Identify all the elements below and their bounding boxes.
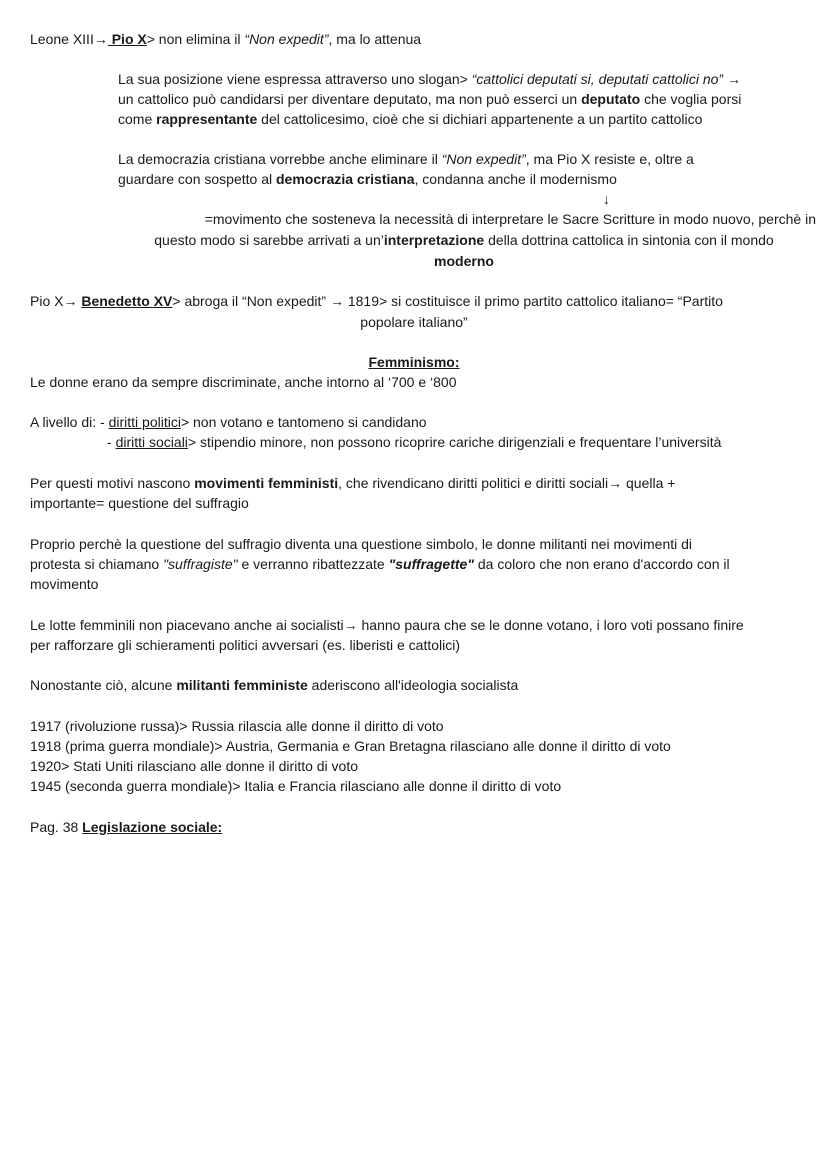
timeline-item: 1918 (prima guerra mondiale)> Austria, Germania e Gran Bretagna rilasciano alle donne il diritto di voto	[30, 738, 671, 754]
underlined-term: diritti sociali	[115, 434, 188, 450]
underlined-term: diritti politici	[108, 414, 181, 430]
text: guardare con sospetto al	[118, 171, 276, 187]
p5-line2: importante= questione del suffragio	[30, 495, 249, 511]
p3-line2	[100, 230, 828, 250]
text: da coloro che non erano d'accordo con il	[473, 556, 730, 572]
text: aderiscono all'ideologia socialista	[307, 677, 519, 693]
text: un cattolico può candidarsi per diventare deputato, ma non può esserci un	[118, 91, 582, 107]
p2-line2	[118, 169, 617, 189]
non-expedit-term: “Non expedit”	[244, 31, 329, 47]
benedetto-xv-term: Benedetto XV	[81, 293, 173, 309]
section-title-femminismo: Femminismo:	[368, 354, 460, 370]
text: →	[723, 71, 741, 87]
down-arrow-icon: ↓	[603, 191, 610, 207]
text: Nonostante ciò, alcune	[30, 677, 177, 693]
text: > non elimina il	[146, 31, 245, 47]
page-reference	[30, 817, 222, 837]
bold-term: rappresentante	[156, 111, 258, 127]
p7-line2: per rafforzare gli schieramenti politici avversari (es. liberisti e cattolici)	[30, 637, 461, 653]
p4-line2: popolare italiano”	[360, 314, 468, 330]
text: come	[118, 111, 157, 127]
slogan: “cattolici deputati si, deputati cattolici no”	[471, 71, 724, 87]
italic-term: "suffragiste"	[163, 556, 238, 572]
fem-level-social	[107, 432, 721, 452]
non-expedit-term: “Non expedit”	[441, 151, 526, 167]
text: -	[107, 434, 116, 450]
text: Pio X→	[30, 293, 82, 309]
text: protesta si chiamano	[30, 556, 164, 572]
bold-term: militanti femministe	[176, 677, 308, 693]
text: Per questi motivi nascono	[30, 475, 195, 491]
p6-line3: movimento	[30, 576, 99, 592]
p5-line1	[30, 473, 675, 493]
p6-line1: Proprio perchè la questione del suffragio diventa una questione simbolo, le donne militanti nei movimenti di	[30, 536, 693, 552]
text: questo modo si sarebbe arrivati a un’	[154, 232, 384, 248]
text: , che rivendicano diritti politici e diritti sociali→ quella +	[338, 475, 676, 491]
text: che voglia porsi	[640, 91, 742, 107]
p8-line	[30, 675, 518, 695]
p4-line1	[30, 291, 723, 311]
bold-italic-term: "suffragette"	[388, 556, 474, 572]
p1-line1	[118, 69, 741, 89]
text: della dottrina cattolica in sintonia con il mondo	[484, 232, 774, 248]
text: A livello di: -	[30, 414, 109, 430]
text: e verranno ribattezzate	[237, 556, 389, 572]
p6-line2	[30, 554, 730, 574]
p1-line2	[118, 89, 741, 109]
timeline-item: 1945 (seconda guerra mondiale)> Italia e Francia rilasciano alle donne il diritto di voto	[30, 778, 562, 794]
text: > stipendio minore, non possono ricoprire cariche dirigenziali e frequentare l’università	[187, 434, 722, 450]
text: , condanna anche il modernismo	[414, 171, 617, 187]
fem-level-political	[30, 412, 427, 432]
text: Pag. 38	[30, 819, 83, 835]
p7-line1: Le lotte femminili non piacevano anche ai socialisti→ hanno paura che se le donne votano, i loro voti possano finire	[30, 617, 744, 633]
p2-line1	[118, 149, 694, 169]
text: > non votano e tantomeno si candidano	[180, 414, 427, 430]
pio-x-term: Pio X	[107, 31, 147, 47]
fem-intro: Le donne erano da sempre discriminate, anche intorno al ‘700 e ‘800	[30, 374, 457, 390]
p3-line1: =movimento che sosteneva la necessità di interpretare le Sacre Scritture in modo nuovo, perchè in	[204, 211, 816, 227]
text: La sua posizione viene espressa attraverso uno slogan>	[118, 71, 472, 87]
bold-term: deputato	[581, 91, 641, 107]
timeline-item: 1917 (rivoluzione russa)> Russia rilascia alle donne il diritto di voto	[30, 718, 444, 734]
p1-line3	[118, 109, 702, 129]
text: La democrazia cristiana vorrebbe anche eliminare il	[118, 151, 442, 167]
bold-term: democrazia cristiana	[276, 171, 415, 187]
bold-term: interpretazione	[383, 232, 485, 248]
text: Leone XIII→	[30, 31, 108, 47]
timeline-item: 1920> Stati Uniti rilasciano alle donne il diritto di voto	[30, 758, 359, 774]
text: > abroga il “Non expedit” → 1819> si costituisce il primo partito cattolico italiano= “Partito	[172, 293, 723, 309]
heading-line-pio-x	[30, 29, 421, 49]
bold-term: movimenti femministi	[194, 475, 339, 491]
text: , ma Pio X resiste e, oltre a	[525, 151, 694, 167]
text: , ma lo attenua	[328, 31, 422, 47]
section-title-legislazione: Legislazione sociale:	[82, 819, 223, 835]
text: del cattolicesimo, cioè che si dichiari appartenente a un partito cattolico	[257, 111, 703, 127]
p3-line3: moderno	[434, 253, 494, 269]
